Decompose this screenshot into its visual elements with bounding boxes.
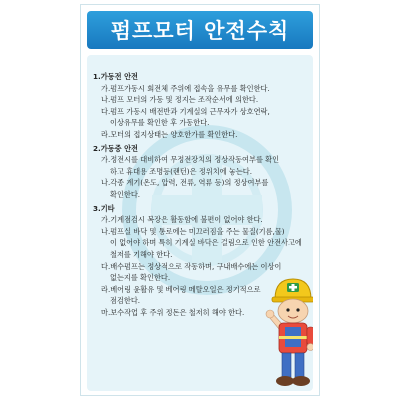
section-heading: 1.가동전 안전 xyxy=(93,72,138,81)
safety-poster xyxy=(80,4,320,396)
content-panel xyxy=(87,55,313,391)
rule-item: 나.각종 계기(온도, 압력, 전류, 역류 등)의 정상여부를 xyxy=(101,178,269,188)
rule-item: 가.기계점검시 복장은 활동함에 불편이 없어야 한다. xyxy=(101,215,263,225)
rule-item: 나.펌프실 바닥 및 통로에는 미끄러짐을 주는 물질(기름,물) xyxy=(101,226,285,236)
rule-item: 라.모터의 접지상태는 양호한가를 확인한다. xyxy=(101,129,238,139)
section-heading: 3.기타 xyxy=(93,203,115,213)
safety-worker-mascot-icon xyxy=(263,273,313,389)
title-bar xyxy=(87,11,313,49)
poster-title: 펌프모터 안전수칙 xyxy=(110,19,290,43)
rule-item: 가.펌프가동시 회전체 주위에 접속을 유무를 확인한다. xyxy=(101,83,270,93)
rule-item: 가.정전시를 대비하여 무정전장치의 정상작동여부를 확인 xyxy=(101,155,280,165)
rule-item: 다.펌프 가동시 배전반과 기계실의 근무자가 상호연락, xyxy=(101,106,270,116)
rule-item-continuation: 점검한다. xyxy=(110,296,141,306)
rule-item-continuation: 확인한다. xyxy=(110,189,141,199)
rule-item: 라.베어링 윤활유 및 베어링 메탈오일은 정기적으로 xyxy=(101,284,261,294)
rule-item-continuation: 이 없어야 하며 특히 기계실 바닥은 걸림으로 인한 안전사고에 철저를 기해야 한다. xyxy=(110,238,302,259)
section-heading: 2.가동중 안전 xyxy=(93,143,138,153)
rule-item: 나.펌프 모터의 가동 및 정지는 조작순서에 의한다. xyxy=(101,95,259,105)
rule-item-continuation: 하고 휴대용 조명등(랜턴)은 정위치에 놓는다. xyxy=(110,166,253,176)
rule-item: 다.배수펌프는 정상적으로 작동하며, 구내배수에는 이상이 xyxy=(101,261,282,271)
rule-item-continuation: 없는지를 확인한다. xyxy=(110,273,171,283)
rule-item-continuation: 이상유무를 확인한 후 가동한다. xyxy=(110,118,210,128)
rule-item: 마.보수작업 후 주위 정돈은 철저히 해야 한다. xyxy=(101,307,245,317)
